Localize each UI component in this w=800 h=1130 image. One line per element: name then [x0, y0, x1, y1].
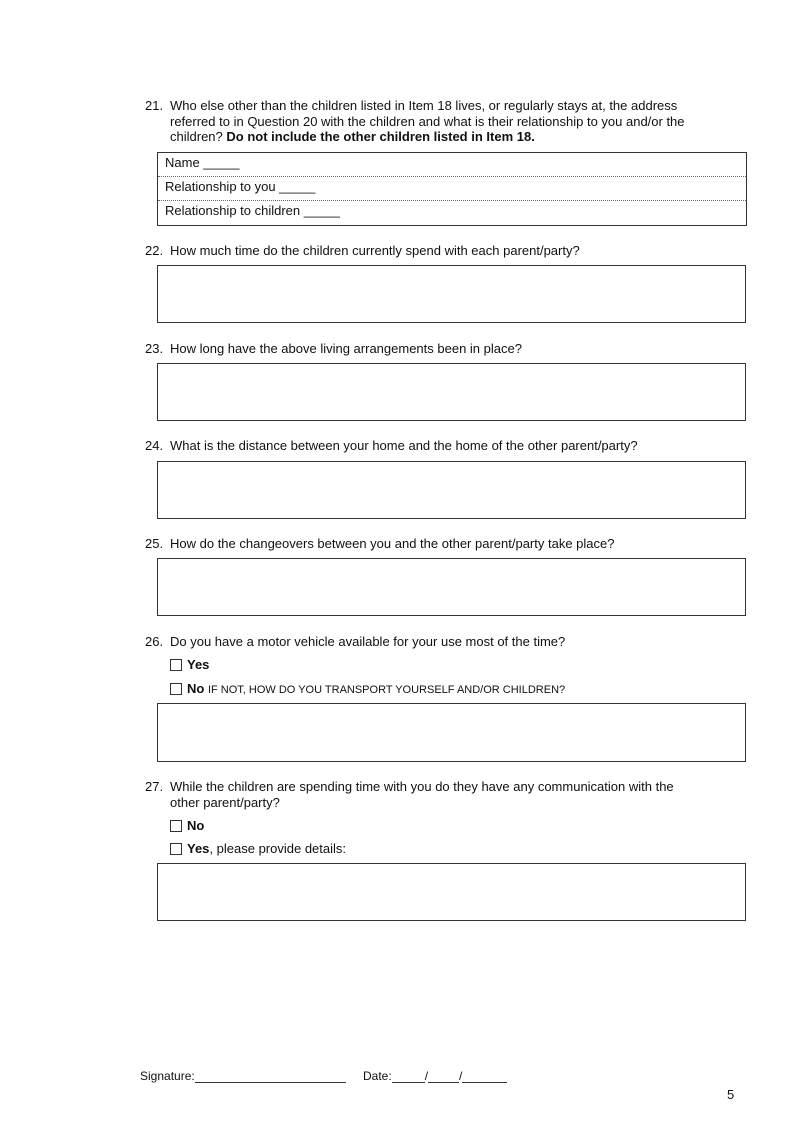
- answer-box-26[interactable]: [157, 703, 746, 762]
- vehicle-no-checkbox[interactable]: [170, 683, 182, 695]
- option-label: No: [187, 681, 205, 696]
- date-field: [363, 1069, 507, 1083]
- question-text: How long have the above living arrangements been in place?: [170, 341, 522, 356]
- option-note: IF NOT, HOW DO YOU TRANSPORT YOURSELF AND/OR CHILDREN?: [207, 684, 566, 696]
- answer-box-23[interactable]: [157, 363, 746, 421]
- date-year-line[interactable]: [462, 1071, 507, 1083]
- date-separator: /: [424, 1069, 429, 1083]
- question-number: 25.: [145, 536, 164, 551]
- question-number: 21.: [145, 98, 164, 113]
- date-day-line[interactable]: [392, 1071, 425, 1083]
- vehicle-yes-checkbox[interactable]: [170, 659, 182, 671]
- date-label: Date:: [363, 1069, 392, 1083]
- question-text: How do the changeovers between you and the other parent/party take place?: [170, 536, 615, 551]
- relationship-to-you-field[interactable]: Relationship to you _____: [158, 177, 746, 201]
- signature-line[interactable]: [195, 1071, 346, 1083]
- question-number: 22.: [145, 243, 164, 258]
- option-label: No: [187, 818, 205, 833]
- question-text: What is the distance between your home and the home of the other parent/party?: [170, 438, 638, 453]
- communication-yes-checkbox[interactable]: [170, 843, 182, 855]
- answer-box-27[interactable]: [157, 863, 746, 921]
- date-separator: /: [459, 1069, 463, 1083]
- option-note: , please provide details:: [209, 841, 347, 856]
- option-label: Yes: [187, 841, 210, 856]
- communication-no-checkbox[interactable]: [170, 820, 182, 832]
- question-text: How much time do the children currently spend with each parent/party?: [170, 243, 580, 258]
- bold-instruction: Do not include the other children listed in Item 18.: [226, 129, 535, 144]
- date-month-line[interactable]: [428, 1071, 459, 1083]
- question-text: While the children are spending time with you do they have any communication with the other parent/party?: [170, 779, 674, 810]
- question-text: Who else other than the children listed in Item 18 lives, or regularly stays at, the address referred to in Question 20 with the children and what is their relationship to you and/or the children? Do not include the other children listed in Item 18.: [170, 98, 685, 144]
- vehicle-yes-option[interactable]: [170, 657, 209, 672]
- question-number: 24.: [145, 438, 164, 453]
- relationship-to-children-field[interactable]: Relationship to children _____: [165, 203, 340, 218]
- communication-yes-option[interactable]: [170, 841, 346, 856]
- question-number: 27.: [145, 779, 164, 794]
- answer-box-24[interactable]: [157, 461, 746, 519]
- communication-no-option[interactable]: [170, 818, 204, 833]
- answer-box-25[interactable]: [157, 558, 746, 616]
- name-field[interactable]: Name _____: [158, 153, 746, 177]
- signature-field: [140, 1069, 346, 1083]
- signature-label: Signature:: [140, 1069, 195, 1083]
- answer-box-22[interactable]: [157, 265, 746, 323]
- page-number: 5: [727, 1087, 735, 1102]
- vehicle-no-option[interactable]: [170, 681, 565, 698]
- question-number: 23.: [145, 341, 164, 356]
- household-table: [157, 152, 747, 226]
- option-label: Yes: [187, 657, 210, 672]
- question-text: Do you have a motor vehicle available for your use most of the time?: [170, 634, 566, 649]
- question-number: 26.: [145, 634, 164, 649]
